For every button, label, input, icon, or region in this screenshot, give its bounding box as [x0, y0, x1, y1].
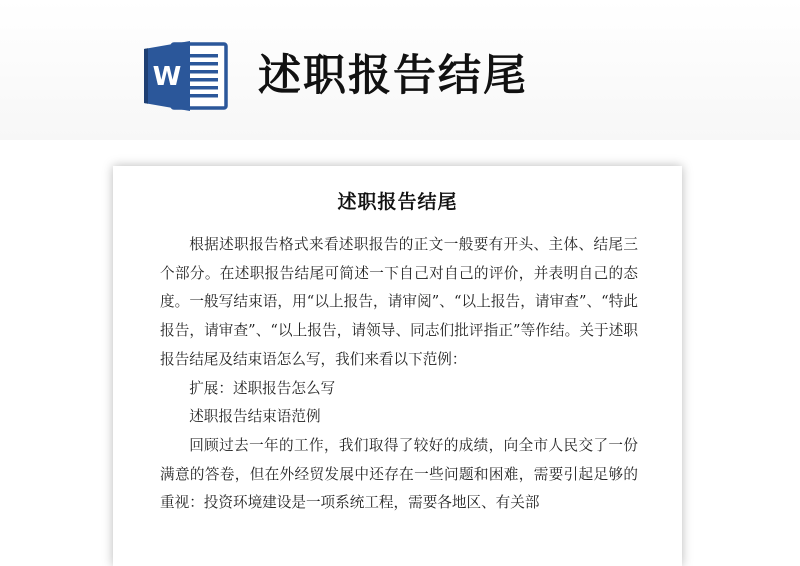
paragraph-extension: 扩展：述职报告怎么写 — [189, 379, 336, 397]
banner-title: 述职报告结尾 — [258, 51, 528, 101]
document-page — [113, 166, 682, 566]
document-body — [160, 231, 638, 518]
paragraph-intro: 根据述职报告格式来看述职报告的正文一般要有开头、主体、结尾三个部分。在述职报告结尾可简述一下自己对自己的评价，并表明自己的态度。一般写结束语，用“以上报告，请审阅”、“以上报告，请审查”、“特此报告，请审查”、“以上报告，请领导、同志们批评指正”等作结。关于述职报告结尾及结束语怎么写，我们来看以下范例： — [160, 236, 638, 368]
document-title: 述职报告结尾 — [337, 191, 458, 213]
word-document-icon — [142, 40, 230, 112]
word-letter: W — [152, 62, 182, 92]
header-banner — [0, 0, 800, 140]
paragraph-example-text: 回顾过去一年的工作，我们取得了较好的成绩，向全市人民交了一份满意的答卷，但在外经贸发展中还存在一些问题和困难，需要引起足够的重视：投资环境建设是一项系统工程，需要各地区、有关部 — [160, 436, 638, 512]
paragraph-example-heading: 述职报告结束语范例 — [189, 408, 321, 426]
